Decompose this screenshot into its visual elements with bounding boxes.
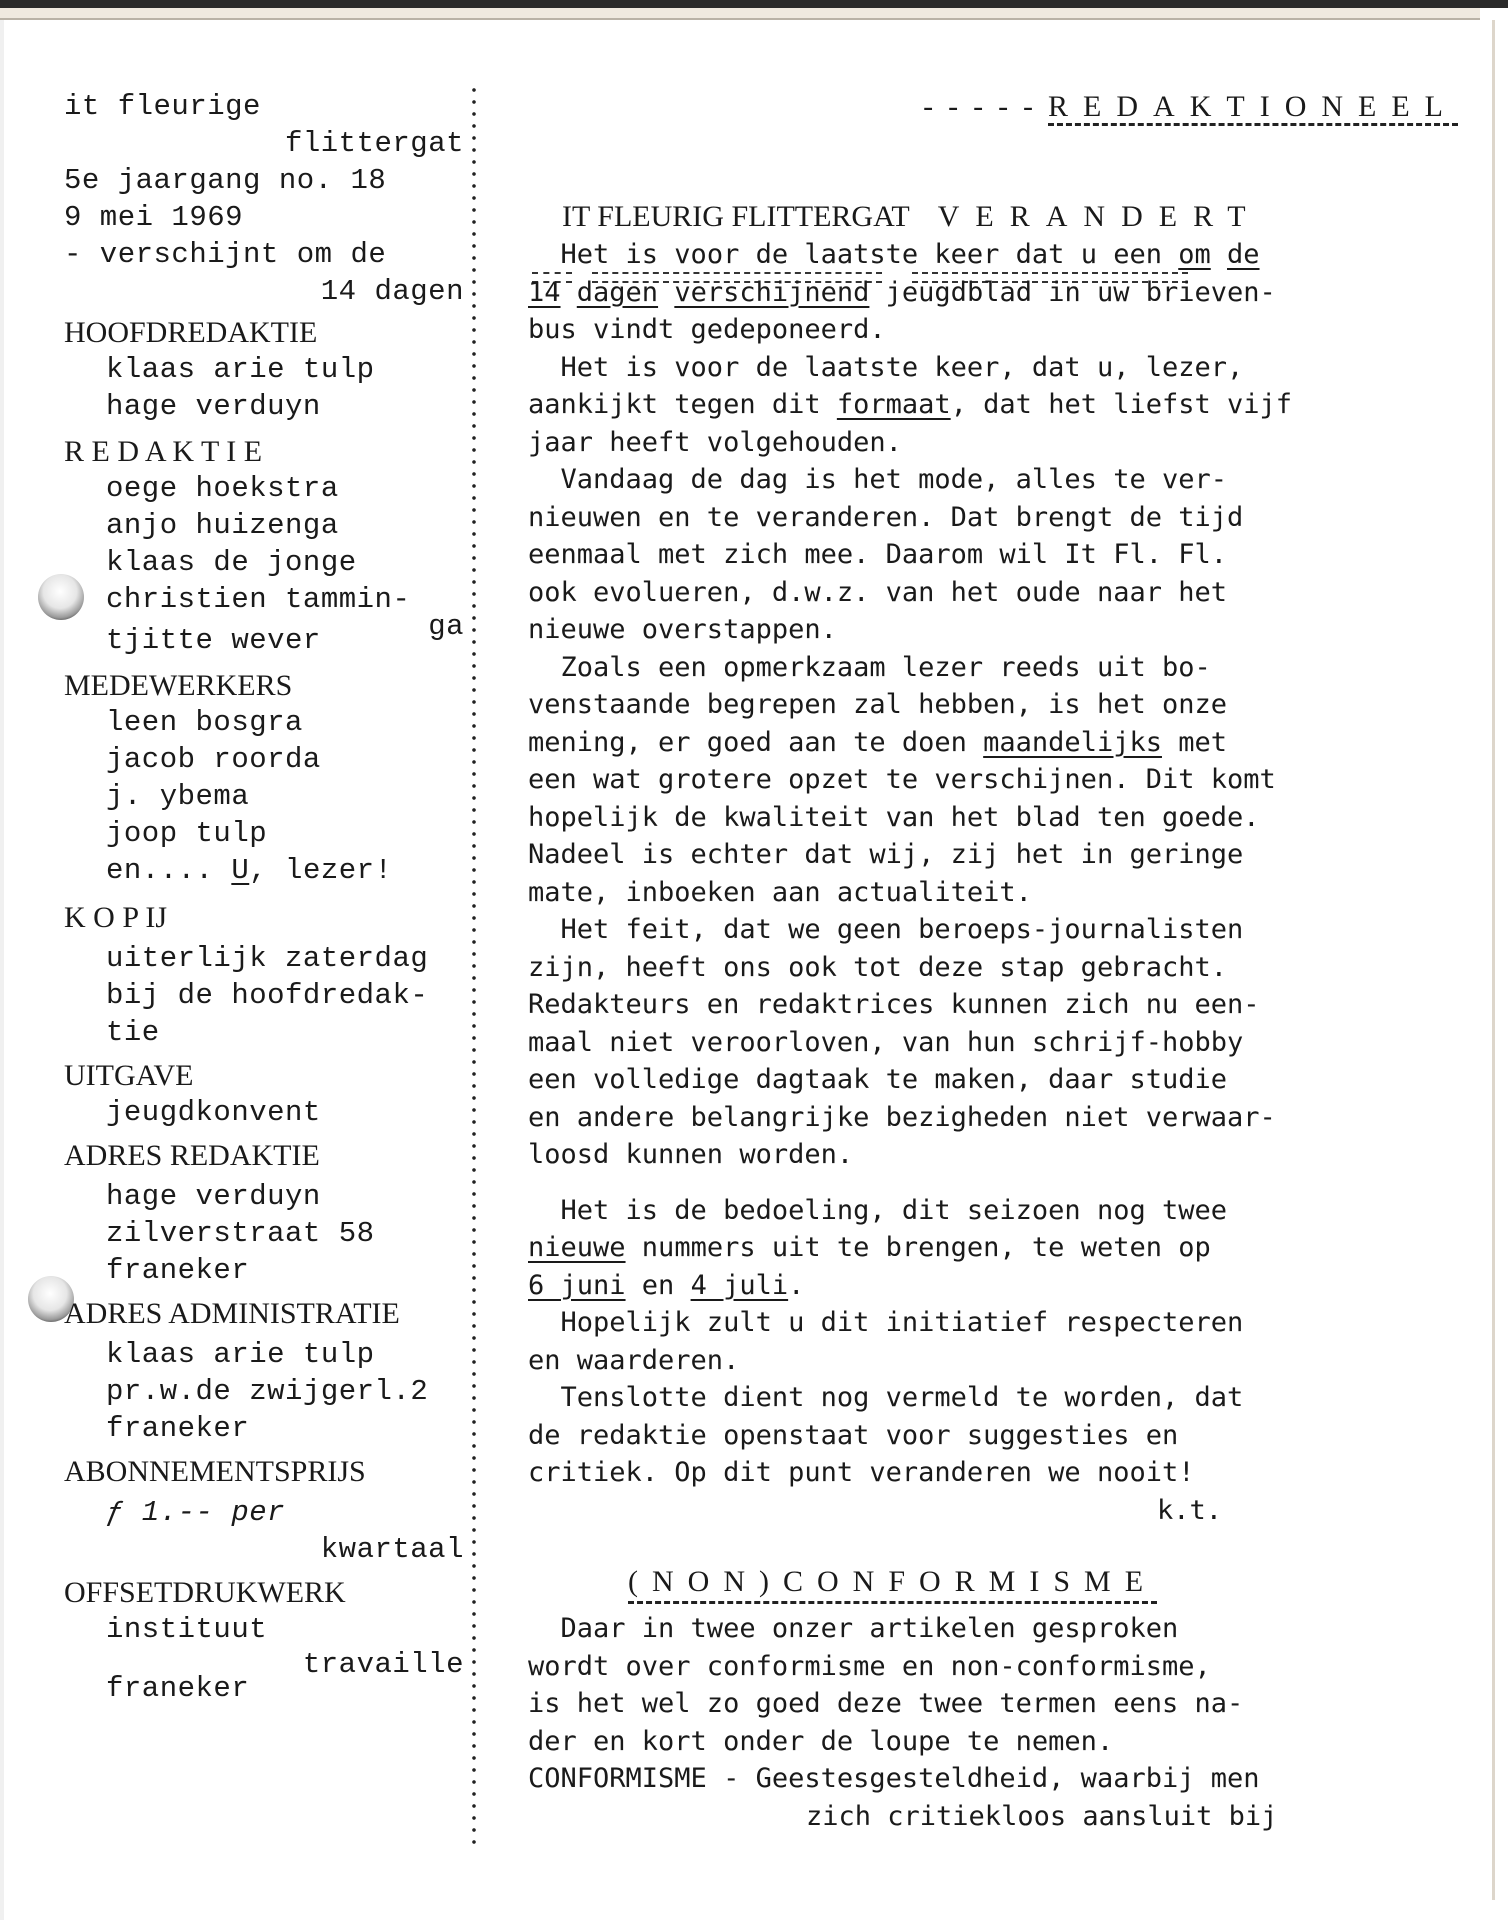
text-run: , dat het liefst vijf xyxy=(950,389,1293,420)
underlined-text: de xyxy=(1227,239,1260,270)
text-run: bus vindt gedeponeerd. xyxy=(528,314,886,345)
text-run: met xyxy=(1161,726,1227,758)
colophon-entry: jeugdkonvent xyxy=(106,1096,321,1129)
text-run: - Geestesgesteldheid, waarbij men xyxy=(706,1763,1260,1794)
text-run: Het is de bedoeling, dit seizoen nog twee xyxy=(528,1194,1227,1226)
text-run: de redaktie openstaat voor suggesties en xyxy=(528,1419,1179,1451)
colophon-entry: uiterlijk zaterdag xyxy=(106,942,429,975)
frequency-line-1: - verschijnt om de xyxy=(64,238,387,271)
colophon-entry: hage verduyn xyxy=(106,1180,321,1213)
colophon-entry: franeker xyxy=(106,1254,250,1287)
paragraph xyxy=(528,1304,1292,1379)
text-run: nummers uit te brengen, te weten op xyxy=(625,1232,1211,1263)
article-title-part-1: IT FLEURIG FLITTERGAT xyxy=(562,200,910,233)
definition-term: CONFORMISME xyxy=(528,1763,707,1794)
colophon-entry: travaille xyxy=(302,1648,464,1681)
colophon-entry: christien tammin- xyxy=(106,583,411,616)
colophon-heading: ADRES ADMINISTRATIE xyxy=(64,1297,400,1330)
text-run: aankijkt tegen dit xyxy=(528,389,837,420)
colophon-heading: ABONNEMENTSPRIJS xyxy=(64,1455,366,1488)
paragraph xyxy=(528,911,1292,1174)
text-run: Zoals een opmerkzaam lezer reeds uit bo- xyxy=(528,651,1211,683)
text-run: en.... xyxy=(106,854,232,887)
text-run: Redakteurs en redaktrices kunnen zich nu een- xyxy=(528,989,1260,1020)
frequency-line-2: 14 dagen xyxy=(320,275,464,308)
text-run: Het is voor de laatste keer dat u een xyxy=(560,239,1179,270)
text-run: Daar in twee onzer artikelen gesproken xyxy=(528,1613,1179,1644)
colophon-entry: klaas arie tulp xyxy=(106,1338,375,1371)
colophon-heading: OFFSETDRUKWERK xyxy=(64,1576,346,1609)
definition xyxy=(528,1760,1292,1798)
underlined-text: verschijnend xyxy=(674,276,870,308)
paragraph xyxy=(528,1610,1292,1760)
underlined-text: 6 juni xyxy=(528,1269,626,1301)
paragraph xyxy=(528,461,1292,649)
paragraph xyxy=(528,349,1292,462)
text-run: loosd kunnen worden. xyxy=(528,1139,854,1170)
colophon-entry: pr.w.de zwijgerl.2 xyxy=(106,1375,429,1408)
underlined-text: U xyxy=(231,854,250,887)
text-run: nieuwe overstappen. xyxy=(528,614,837,645)
text-run: en waarderen. xyxy=(528,1344,740,1376)
issue-number: 5e jaargang no. 18 xyxy=(64,164,387,197)
colophon-heading: R E D A K T I E xyxy=(64,435,263,468)
text-run: jaar heeft volgehouden. xyxy=(528,426,902,458)
text-run: critiek. Op dit punt veranderen we nooit! xyxy=(528,1457,1195,1488)
colophon-entry: zilverstraat 58 xyxy=(106,1217,375,1250)
section-label-text: REDAKTIONEEL xyxy=(1048,90,1458,126)
text-run: der en kort onder de loupe te nemen. xyxy=(528,1725,1114,1757)
page-left-edge xyxy=(0,0,4,1920)
colophon-entry: franeker xyxy=(106,1672,250,1705)
colophon-entry: tjitte wever xyxy=(106,624,321,657)
colophon-column xyxy=(64,88,464,1707)
paragraph xyxy=(528,1192,1292,1305)
column-divider-dotted xyxy=(470,84,478,1844)
section-label: -----REDAKTIONEEL xyxy=(923,90,1458,124)
masthead-title-1: it fleurige xyxy=(64,90,261,123)
issue-date: 9 mei 1969 xyxy=(64,201,244,234)
text-run: mening, er goed aan te doen xyxy=(528,726,984,758)
stacked-page-edge xyxy=(0,8,1480,20)
underlined-text: 4 juli xyxy=(690,1269,789,1301)
colophon-entry: anjo huizenga xyxy=(106,509,339,542)
page-right-edge xyxy=(1492,20,1495,1900)
text-run: nieuwen en te veranderen. Dat brengt de tijd xyxy=(528,501,1244,533)
colophon-entry: joop tulp xyxy=(106,817,268,850)
text-run: een volledige dagtaak te maken, daar studie xyxy=(528,1064,1227,1095)
text-run: is het wel zo goed deze twee termen eens na- xyxy=(528,1688,1244,1719)
text-run: maal niet veroorloven, van hun schrijf-hobby xyxy=(528,1026,1244,1058)
colophon-entry: instituut xyxy=(106,1613,268,1646)
article2-title: (NON)CONFORMISME xyxy=(628,1565,1157,1604)
paragraph-gap xyxy=(528,1174,1292,1192)
text-run: en xyxy=(625,1269,691,1301)
text-run: , lezer! xyxy=(249,854,393,887)
text-run: ook evolueren, d.w.z. van het oude naar het xyxy=(528,576,1227,608)
text-run: zijn, heeft ons ook tot deze stap gebracht. xyxy=(528,951,1227,983)
paragraph xyxy=(528,1379,1292,1492)
hyphen-continuation: ga xyxy=(428,610,464,643)
colophon-entry: bij de hoofdredak- xyxy=(106,979,429,1012)
text-run: hopelijk de kwaliteit van het blad ten goede. xyxy=(528,801,1260,833)
colophon-heading: HOOFDREDAKTIE xyxy=(64,316,318,349)
scan-top-edge xyxy=(0,0,1508,8)
colophon-entry: klaas arie tulp xyxy=(106,353,375,386)
text-run: en andere belangrijke bezigheden niet verwaar- xyxy=(528,1101,1276,1133)
underlined-text: nieuwe xyxy=(528,1232,626,1263)
text-run: Nadeel is echter dat wij, zij het in geringe xyxy=(528,839,1244,870)
colophon-heading: UITGAVE xyxy=(64,1059,194,1092)
text-run: mate, inboeken aan actualiteit. xyxy=(528,876,1032,908)
text-run: een wat grotere opzet te verschijnen. Dit komt xyxy=(528,764,1276,795)
underlined-text: formaat xyxy=(836,389,951,420)
text-run: Vandaag de dag is het mode, alles te ver- xyxy=(528,464,1227,495)
colophon-entry: tie xyxy=(106,1016,160,1049)
text-run: . xyxy=(788,1269,805,1301)
colophon-heading: MEDEWERKERS xyxy=(64,669,293,702)
article-title-part-2: VERANDERT xyxy=(937,200,1262,233)
text-run: Hopelijk zult u dit initiatief respecteren xyxy=(528,1307,1244,1338)
definition-continuation: zich critiekloos aansluit bij xyxy=(806,1800,1278,1832)
colophon-entry: ƒ 1.-- per xyxy=(106,1496,286,1529)
colophon-entry xyxy=(64,852,464,889)
masthead-title-2: flittergat xyxy=(284,127,464,160)
colophon-entry: oege hoekstra xyxy=(106,472,339,505)
text-run: venstaande begrepen zal hebben, is het onze xyxy=(528,689,1227,720)
paragraph xyxy=(528,649,1292,912)
text-run: jeugdblad in uw brieven- xyxy=(869,276,1276,308)
colophon-entry: j. ybema xyxy=(106,780,250,813)
text-run: Het is voor de laatste keer, dat u, lezer, xyxy=(528,351,1244,383)
underlined-text: maandelijks xyxy=(983,726,1162,758)
colophon-entry: klaas de jonge xyxy=(106,546,357,579)
colophon-entry: jacob roorda xyxy=(106,743,321,776)
text-run: eenmaal met zich mee. Daarom wil It Fl. Fl. xyxy=(528,539,1227,570)
author-signature: k.t. xyxy=(1157,1494,1223,1526)
text-run: Tenslotte dient nog vermeld te worden, dat xyxy=(528,1382,1244,1413)
text-run: Het feit, dat we geen beroeps-journalisten xyxy=(528,914,1244,945)
colophon-entry: franeker xyxy=(106,1412,250,1445)
text-run: wordt over conformisme en non-conformisme, xyxy=(528,1650,1211,1682)
underlined-text: om xyxy=(1178,239,1211,270)
paragraph xyxy=(528,236,1292,349)
underlined-text: 14 xyxy=(528,276,561,308)
article-body xyxy=(528,236,1292,1835)
underlined-text: dagen xyxy=(576,276,659,308)
colophon-heading: ADRES REDAKTIE xyxy=(64,1139,320,1172)
colophon-entry: leen bosgra xyxy=(106,706,303,739)
colophon-entry: hage verduyn xyxy=(106,390,321,423)
colophon-heading: K O P IJ xyxy=(64,901,168,934)
colophon-entry: kwartaal xyxy=(320,1533,464,1566)
